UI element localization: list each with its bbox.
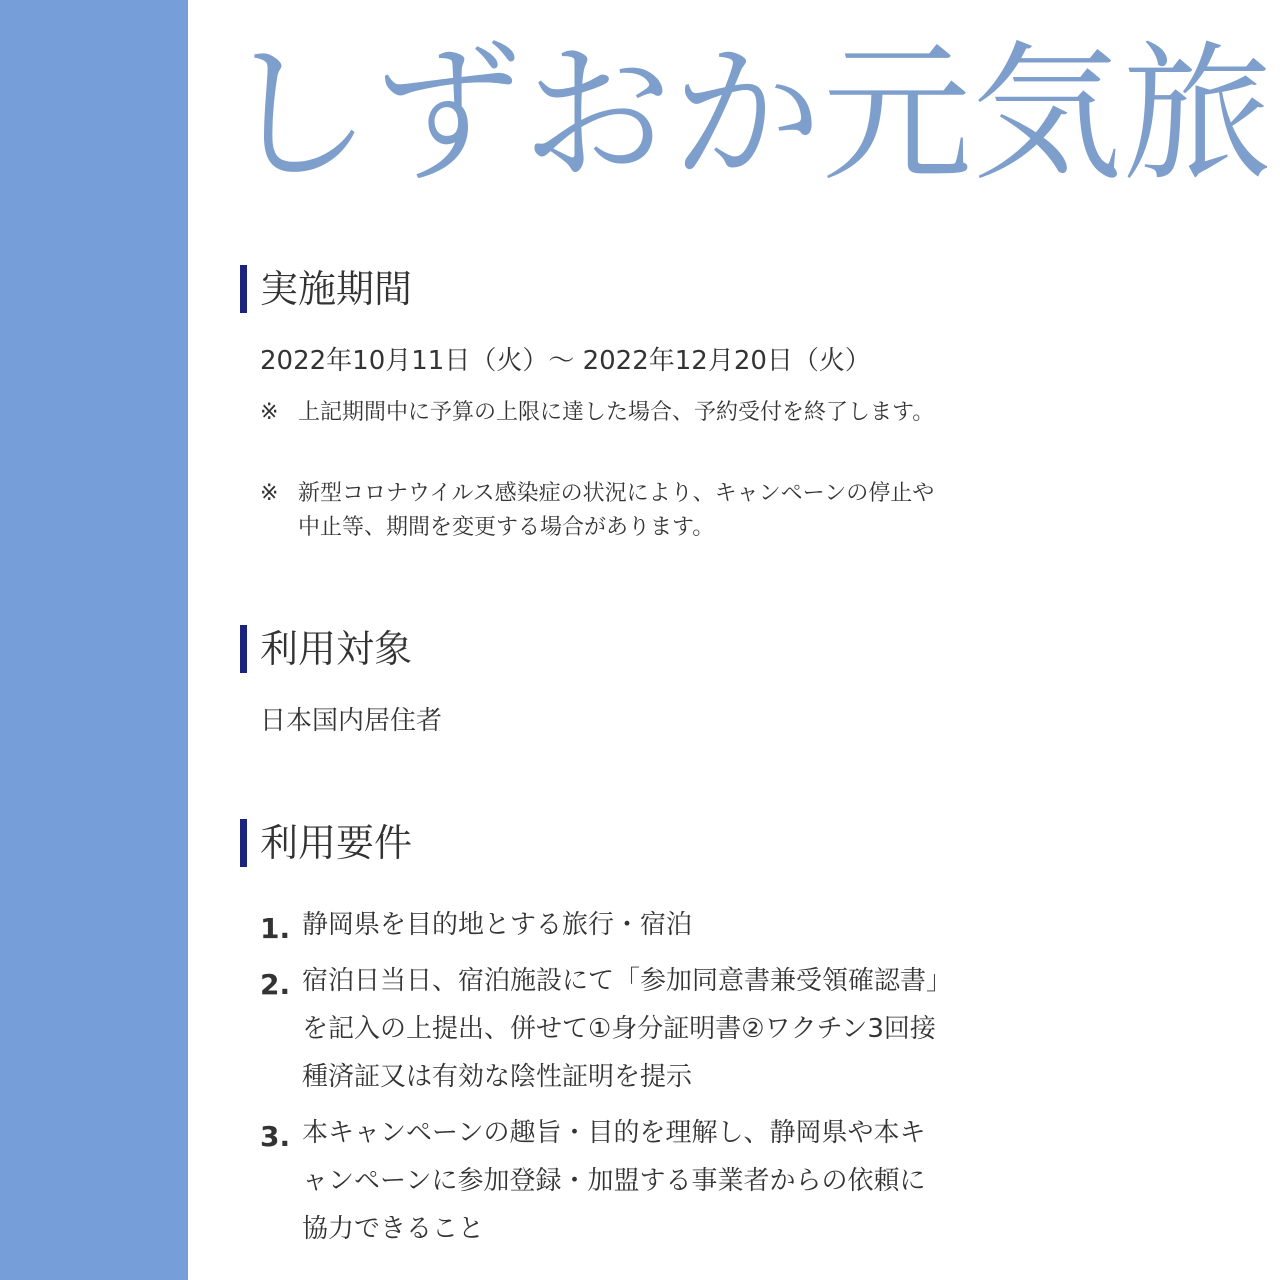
heading-period-text: 実施期間 (260, 267, 413, 311)
list-item-text: 宿泊日当日、宿泊施設にて「参加同意書兼受領確認書」を記入の上提出、併せて①身分証明書②ワクチン3回接種済証又は有効な陰性証明を提示 (302, 966, 940, 1092)
note-text: 新型コロナウイルス感染症の状況により、キャンペーンの停止や中止等、期間を変更する場合があります。 (298, 481, 935, 540)
heading-accent-bar (240, 819, 247, 867)
note-mark: ※ (260, 400, 279, 425)
requirements-list (260, 901, 950, 1261)
list-item-number: 3. (260, 1120, 291, 1153)
section-target (240, 625, 960, 736)
section-requirements (240, 819, 960, 1244)
heading-accent-bar (240, 265, 247, 313)
heading-requirements-text: 利用要件 (260, 821, 413, 865)
page-title: しずおか元気旅 (222, 30, 1272, 200)
list-item-number: 1. (260, 912, 291, 945)
list-item (260, 1109, 950, 1253)
note-mark: ※ (260, 481, 279, 506)
heading-accent-bar (240, 625, 247, 673)
section-heading-period (240, 265, 960, 313)
note-budget-limit (260, 396, 940, 430)
side-color-band (0, 0, 188, 1280)
note-covid-change (260, 477, 940, 545)
list-item-text: 本キャンペーンの趣旨・目的を理解し、静岡県や本キャンペーンに参加登録・加盟する事業者からの依頼に協力できること (302, 1118, 926, 1244)
note-text: 上記期間中に予算の上限に達した場合、予約受付を終了します。 (298, 400, 935, 425)
list-item (260, 957, 950, 1101)
section-heading-requirements (240, 819, 960, 867)
list-item-text: 静岡県を目的地とする旅行・宿泊 (302, 910, 693, 940)
list-item-number: 2. (260, 968, 291, 1001)
list-item (260, 901, 950, 949)
heading-target-text: 利用対象 (260, 627, 413, 671)
section-heading-target (240, 625, 960, 673)
target-description: 日本国内居住者 (260, 706, 443, 736)
period-dates: 2022年10月11日（火）～ 2022年12月20日（火） (260, 346, 871, 376)
section-period (240, 265, 960, 540)
